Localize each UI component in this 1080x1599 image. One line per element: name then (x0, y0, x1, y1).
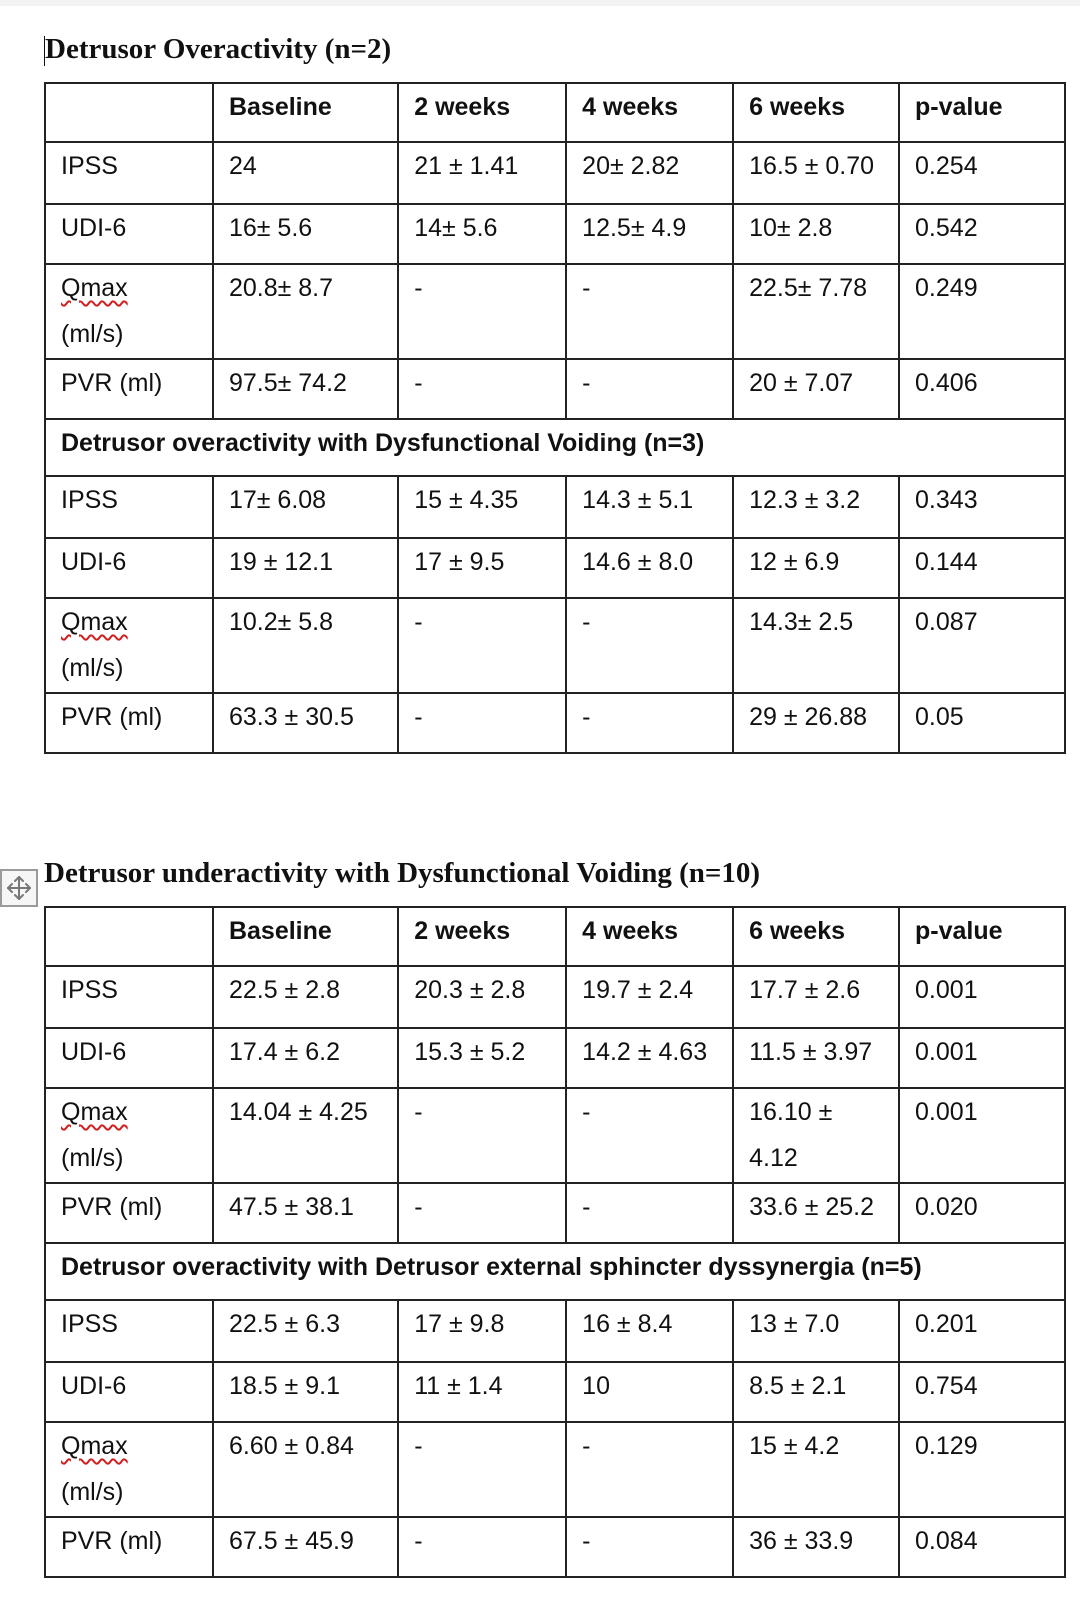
table-cell: 14.3 ± 5.1 (566, 476, 733, 538)
table-cell: - (566, 1517, 733, 1577)
table-cell: 20± 2.82 (566, 142, 733, 204)
table-row (45, 1088, 1065, 1183)
table-cell: - (398, 598, 566, 693)
table-move-handle[interactable] (0, 869, 38, 907)
table-cell: 15 ± 4.35 (398, 476, 566, 538)
row-label (45, 598, 213, 693)
table-row (45, 142, 1065, 204)
table-cell: 10 (566, 1362, 733, 1422)
table-cell: 21 ± 1.41 (398, 142, 566, 204)
header-cell: 6 weeks (733, 83, 899, 142)
table-cell: 20 ± 7.07 (733, 359, 899, 419)
table-cell: 0.129 (899, 1422, 1065, 1517)
qmax-unit: (ml/s) (61, 1478, 124, 1506)
row-label: UDI-6 (45, 1362, 213, 1422)
table-2-title: Detrusor underactivity with Dysfunctional Voiding (n=10) (44, 857, 761, 889)
table-row (45, 476, 1065, 538)
table-cell: 19.7 ± 2.4 (566, 966, 733, 1028)
table-cell: 0.343 (899, 476, 1065, 538)
table-cell: 17± 6.08 (213, 476, 398, 538)
row-label: UDI-6 (45, 204, 213, 264)
table-cell: 0.754 (899, 1362, 1065, 1422)
row-label: IPSS (45, 142, 213, 204)
results-table-2 (44, 906, 1066, 1578)
table-cell: 13 ± 7.0 (733, 1300, 899, 1362)
table-cell: 12.5± 4.9 (566, 204, 733, 264)
table-cell: - (398, 1183, 566, 1243)
group-label: Detrusor overactivity with Dysfunctional Voiding (n=3) (45, 419, 1065, 476)
qmax-label: Qmax (61, 274, 128, 302)
row-label: PVR (ml) (45, 1183, 213, 1243)
table-cell: 10.2± 5.8 (213, 598, 398, 693)
table-cell: 12.3 ± 3.2 (733, 476, 899, 538)
header-cell: 2 weeks (398, 83, 566, 142)
row-label: IPSS (45, 966, 213, 1028)
table-row (45, 1362, 1065, 1422)
table-cell: 29 ± 26.88 (733, 693, 899, 753)
table-cell: 17.4 ± 6.2 (213, 1028, 398, 1088)
table-row (45, 966, 1065, 1028)
table-cell: 0.249 (899, 264, 1065, 359)
table-cell: 97.5± 74.2 (213, 359, 398, 419)
row-label: PVR (ml) (45, 1517, 213, 1577)
table-cell: 16.10 ± 4.12 (733, 1088, 899, 1183)
table-cell: 11 ± 1.4 (398, 1362, 566, 1422)
table-cell: 20.8± 8.7 (213, 264, 398, 359)
table-cell: 17 ± 9.8 (398, 1300, 566, 1362)
table-cell: 19 ± 12.1 (213, 538, 398, 598)
table-cell: 6.60 ± 0.84 (213, 1422, 398, 1517)
table-cell: 12 ± 6.9 (733, 538, 899, 598)
header-cell: 2 weeks (398, 907, 566, 966)
move-arrows-icon (5, 874, 33, 902)
row-label (45, 1088, 213, 1183)
table-cell: 0.020 (899, 1183, 1065, 1243)
table-cell: 0.001 (899, 966, 1065, 1028)
table-cell: - (566, 1183, 733, 1243)
qmax-label: Qmax (61, 608, 128, 636)
table-cell: 17.7 ± 2.6 (733, 966, 899, 1028)
window-top-strip (0, 0, 1080, 6)
table-row (45, 204, 1065, 264)
header-cell: 6 weeks (733, 907, 899, 966)
table-cell: 16.5 ± 0.70 (733, 142, 899, 204)
table-cell: 14.3± 2.5 (733, 598, 899, 693)
table-section-1 (44, 30, 1066, 754)
table-cell: 10± 2.8 (733, 204, 899, 264)
qmax-unit: (ml/s) (61, 320, 124, 348)
table-row (45, 359, 1065, 419)
results-table-1 (44, 82, 1066, 754)
table-cell: 16± 5.6 (213, 204, 398, 264)
table-cell: 0.05 (899, 693, 1065, 753)
table-cell: 15.3 ± 5.2 (398, 1028, 566, 1088)
table-cell: 14± 5.6 (398, 204, 566, 264)
table-cell: - (398, 359, 566, 419)
table-cell: 33.6 ± 25.2 (733, 1183, 899, 1243)
table-cell: - (566, 693, 733, 753)
table-cell: - (398, 693, 566, 753)
table-row (45, 598, 1065, 693)
header-cell (45, 83, 213, 142)
table-cell: 11.5 ± 3.97 (733, 1028, 899, 1088)
table-cell: 18.5 ± 9.1 (213, 1362, 398, 1422)
table-cell: 17 ± 9.5 (398, 538, 566, 598)
row-label: IPSS (45, 476, 213, 538)
table-cell: - (398, 1422, 566, 1517)
table-cell: 0.201 (899, 1300, 1065, 1362)
table-cell: 24 (213, 142, 398, 204)
qmax-label: Qmax (61, 1098, 128, 1126)
row-label: PVR (ml) (45, 359, 213, 419)
group-header-row (45, 1243, 1065, 1300)
table-cell: - (566, 1422, 733, 1517)
table-cell: 14.04 ± 4.25 (213, 1088, 398, 1183)
table-1-title: Detrusor Overactivity (n=2) (45, 33, 392, 65)
table-cell: 0.087 (899, 598, 1065, 693)
table-row (45, 1300, 1065, 1362)
table-cell: 67.5 ± 45.9 (213, 1517, 398, 1577)
row-label: UDI-6 (45, 538, 213, 598)
table-row (45, 1028, 1065, 1088)
row-label: PVR (ml) (45, 693, 213, 753)
table-cell: - (566, 598, 733, 693)
table-cell: 22.5± 7.78 (733, 264, 899, 359)
table-cell: 0.254 (899, 142, 1065, 204)
header-cell: 4 weeks (566, 907, 733, 966)
table-row (45, 1183, 1065, 1243)
table-row (45, 693, 1065, 753)
header-cell: Baseline (213, 83, 398, 142)
table-cell: - (398, 1088, 566, 1183)
table-header-row (45, 907, 1065, 966)
table-cell: - (566, 1088, 733, 1183)
table-row (45, 1422, 1065, 1517)
group-header-row (45, 419, 1065, 476)
table-cell: - (566, 359, 733, 419)
header-cell (45, 907, 213, 966)
header-cell: Baseline (213, 907, 398, 966)
header-cell: 4 weeks (566, 83, 733, 142)
table-cell: 0.001 (899, 1088, 1065, 1183)
table-cell: 8.5 ± 2.1 (733, 1362, 899, 1422)
row-label (45, 1422, 213, 1517)
row-label: UDI-6 (45, 1028, 213, 1088)
table-cell: 47.5 ± 38.1 (213, 1183, 398, 1243)
table-cell: 22.5 ± 6.3 (213, 1300, 398, 1362)
table-cell: 16 ± 8.4 (566, 1300, 733, 1362)
table-row (45, 264, 1065, 359)
qmax-unit: (ml/s) (61, 1144, 124, 1172)
table-cell: 15 ± 4.2 (733, 1422, 899, 1517)
table-cell: 0.542 (899, 204, 1065, 264)
table-section-2 (44, 854, 1066, 1578)
header-cell: p-value (899, 907, 1065, 966)
table-cell: 0.001 (899, 1028, 1065, 1088)
table-header-row (45, 83, 1065, 142)
row-label (45, 264, 213, 359)
row-label: IPSS (45, 1300, 213, 1362)
group-label: Detrusor overactivity with Detrusor external sphincter dyssynergia (n=5) (45, 1243, 1065, 1300)
header-cell: p-value (899, 83, 1065, 142)
table-cell: 0.406 (899, 359, 1065, 419)
table-cell: 22.5 ± 2.8 (213, 966, 398, 1028)
table-cell: - (566, 264, 733, 359)
qmax-unit: (ml/s) (61, 654, 124, 682)
table-cell: 20.3 ± 2.8 (398, 966, 566, 1028)
table-cell: 0.084 (899, 1517, 1065, 1577)
table-cell: 0.144 (899, 538, 1065, 598)
table-cell: 14.6 ± 8.0 (566, 538, 733, 598)
table-cell: 36 ± 33.9 (733, 1517, 899, 1577)
table-cell: 14.2 ± 4.63 (566, 1028, 733, 1088)
table-cell: - (398, 1517, 566, 1577)
table-row (45, 538, 1065, 598)
table-row (45, 1517, 1065, 1577)
qmax-label: Qmax (61, 1432, 128, 1460)
table-cell: 63.3 ± 30.5 (213, 693, 398, 753)
table-cell: - (398, 264, 566, 359)
